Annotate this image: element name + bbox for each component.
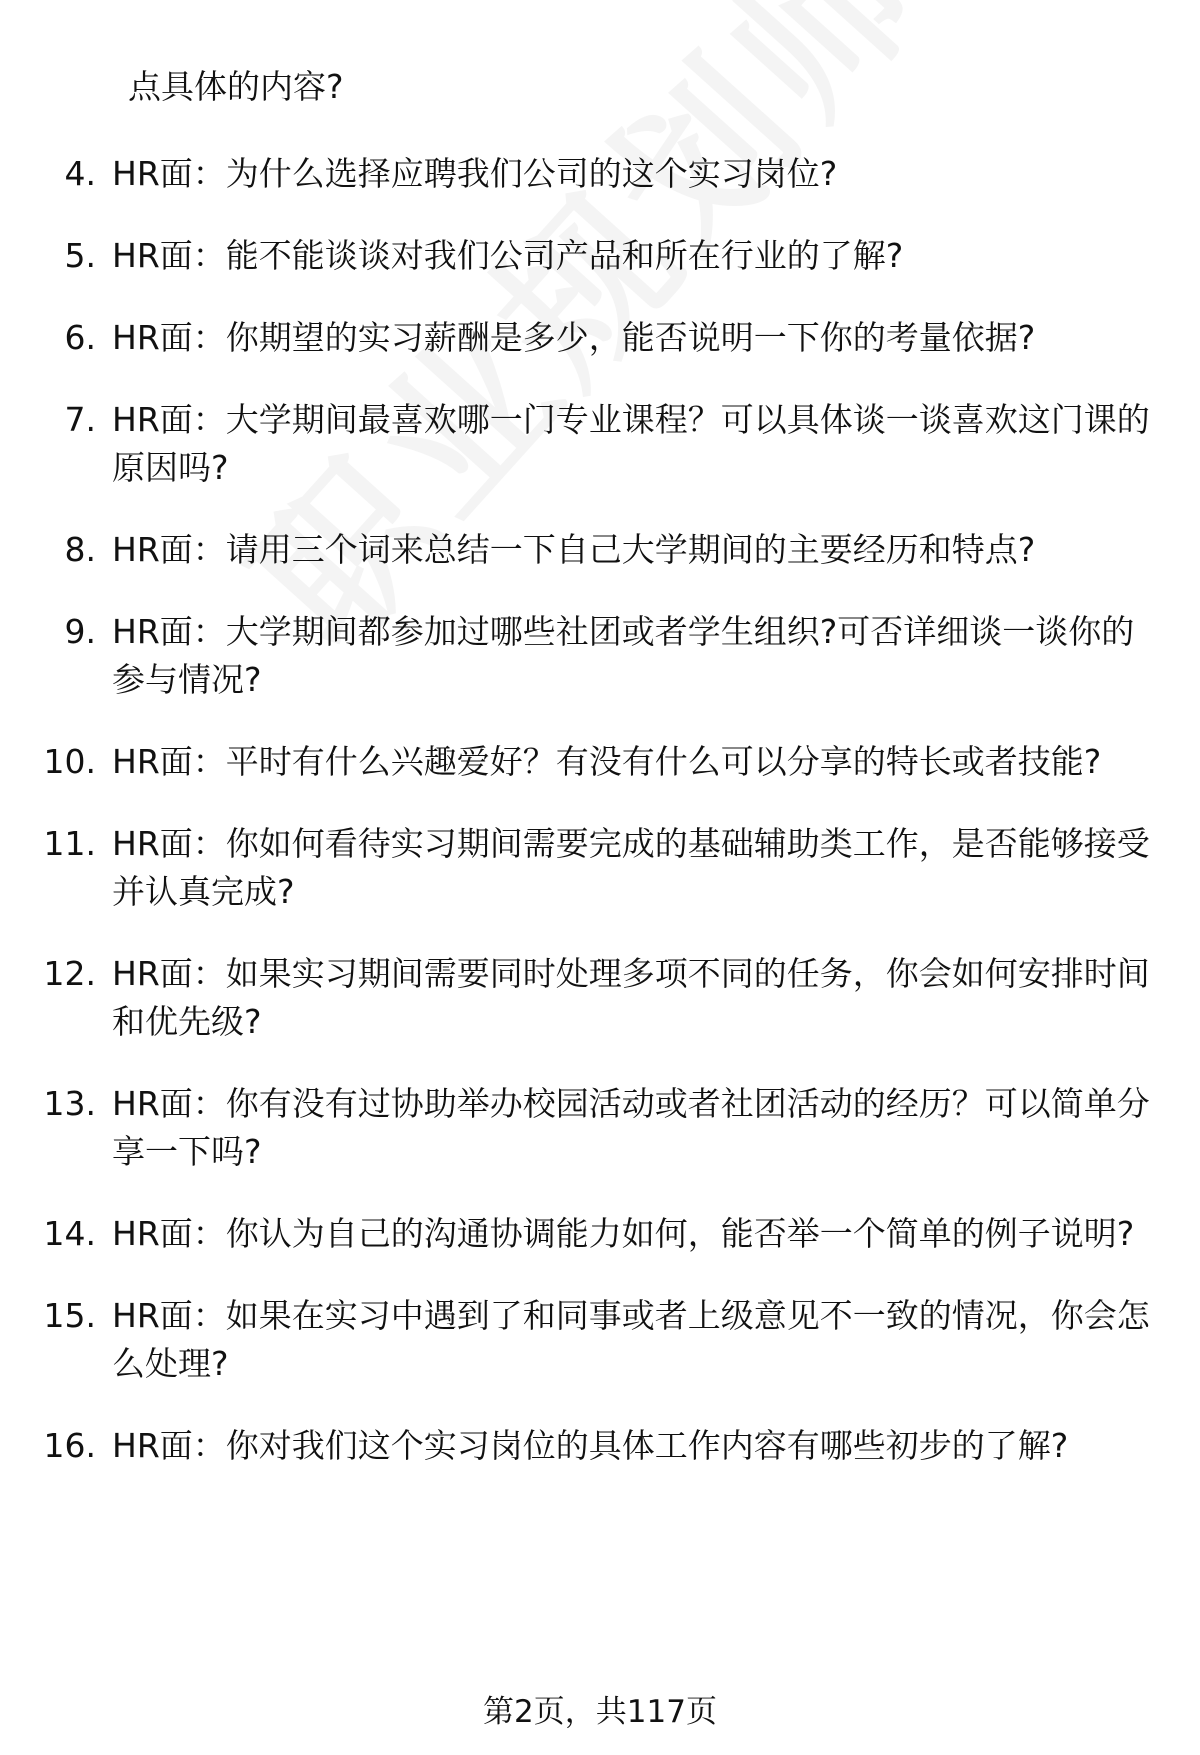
question-number: 16. [43, 1426, 96, 1465]
question-number: 12. [43, 954, 96, 993]
question-item [0, 1210, 1200, 1258]
question-text: HR面：你有没有过协助举办校园活动或者社团活动的经历？可以简单分享一下吗? [112, 1084, 1150, 1171]
question-item [0, 950, 1200, 1046]
continuation-text: 点具体的内容? [128, 67, 344, 106]
question-item [0, 608, 1200, 704]
question-number: 13. [43, 1084, 96, 1123]
question-number: 5. [64, 236, 96, 275]
question-text: HR面：能不能谈谈对我们公司产品和所在行业的了解? [112, 236, 904, 275]
question-number: 11. [43, 824, 96, 863]
question-number: 14. [43, 1214, 96, 1253]
question-item [0, 1422, 1200, 1470]
question-item [0, 738, 1200, 786]
question-number: 4. [64, 154, 96, 193]
question-text: HR面：你对我们这个实习岗位的具体工作内容有哪些初步的了解? [112, 1426, 1069, 1465]
question-text: HR面：你期望的实习薪酬是多少，能否说明一下你的考量依据? [112, 318, 1036, 357]
question-text: HR面：请用三个词来总结一下自己大学期间的主要经历和特点? [112, 530, 1036, 569]
page-number: 第2页，共117页 [483, 1694, 717, 1730]
question-item [0, 1080, 1200, 1176]
question-item [0, 314, 1200, 362]
question-text: HR面：平时有什么兴趣爱好？有没有什么可以分享的特长或者技能? [112, 742, 1102, 781]
question-item [0, 820, 1200, 916]
question-number: 15. [43, 1296, 96, 1335]
question-text: HR面：如果在实习中遇到了和同事或者上级意见不一致的情况，你会怎么处理? [112, 1296, 1150, 1383]
question-list [0, 150, 1200, 1504]
question-text: HR面：如果实习期间需要同时处理多项不同的任务，你会如何安排时间和优先级? [112, 954, 1150, 1041]
question-text: HR面：大学期间都参加过哪些社团或者学生组织?可否详细谈一谈你的参与情况? [112, 612, 1135, 699]
question-item [0, 396, 1200, 492]
question-text: HR面：你如何看待实习期间需要完成的基础辅助类工作，是否能够接受并认真完成? [112, 824, 1150, 911]
question-text: HR面：大学期间最喜欢哪一门专业课程？可以具体谈一谈喜欢这门课的原因吗? [112, 400, 1150, 487]
question-text: HR面：为什么选择应聘我们公司的这个实习岗位? [112, 154, 838, 193]
question-item [0, 526, 1200, 574]
question-item [0, 232, 1200, 280]
question-number: 6. [64, 318, 96, 357]
question-number: 8. [64, 530, 96, 569]
question-item [0, 150, 1200, 198]
question-text: HR面：你认为自己的沟通协调能力如何，能否举一个简单的例子说明? [112, 1214, 1135, 1253]
question-number: 10. [43, 742, 96, 781]
question-number: 9. [64, 612, 96, 651]
question-number: 7. [64, 400, 96, 439]
question-item [0, 1292, 1200, 1388]
